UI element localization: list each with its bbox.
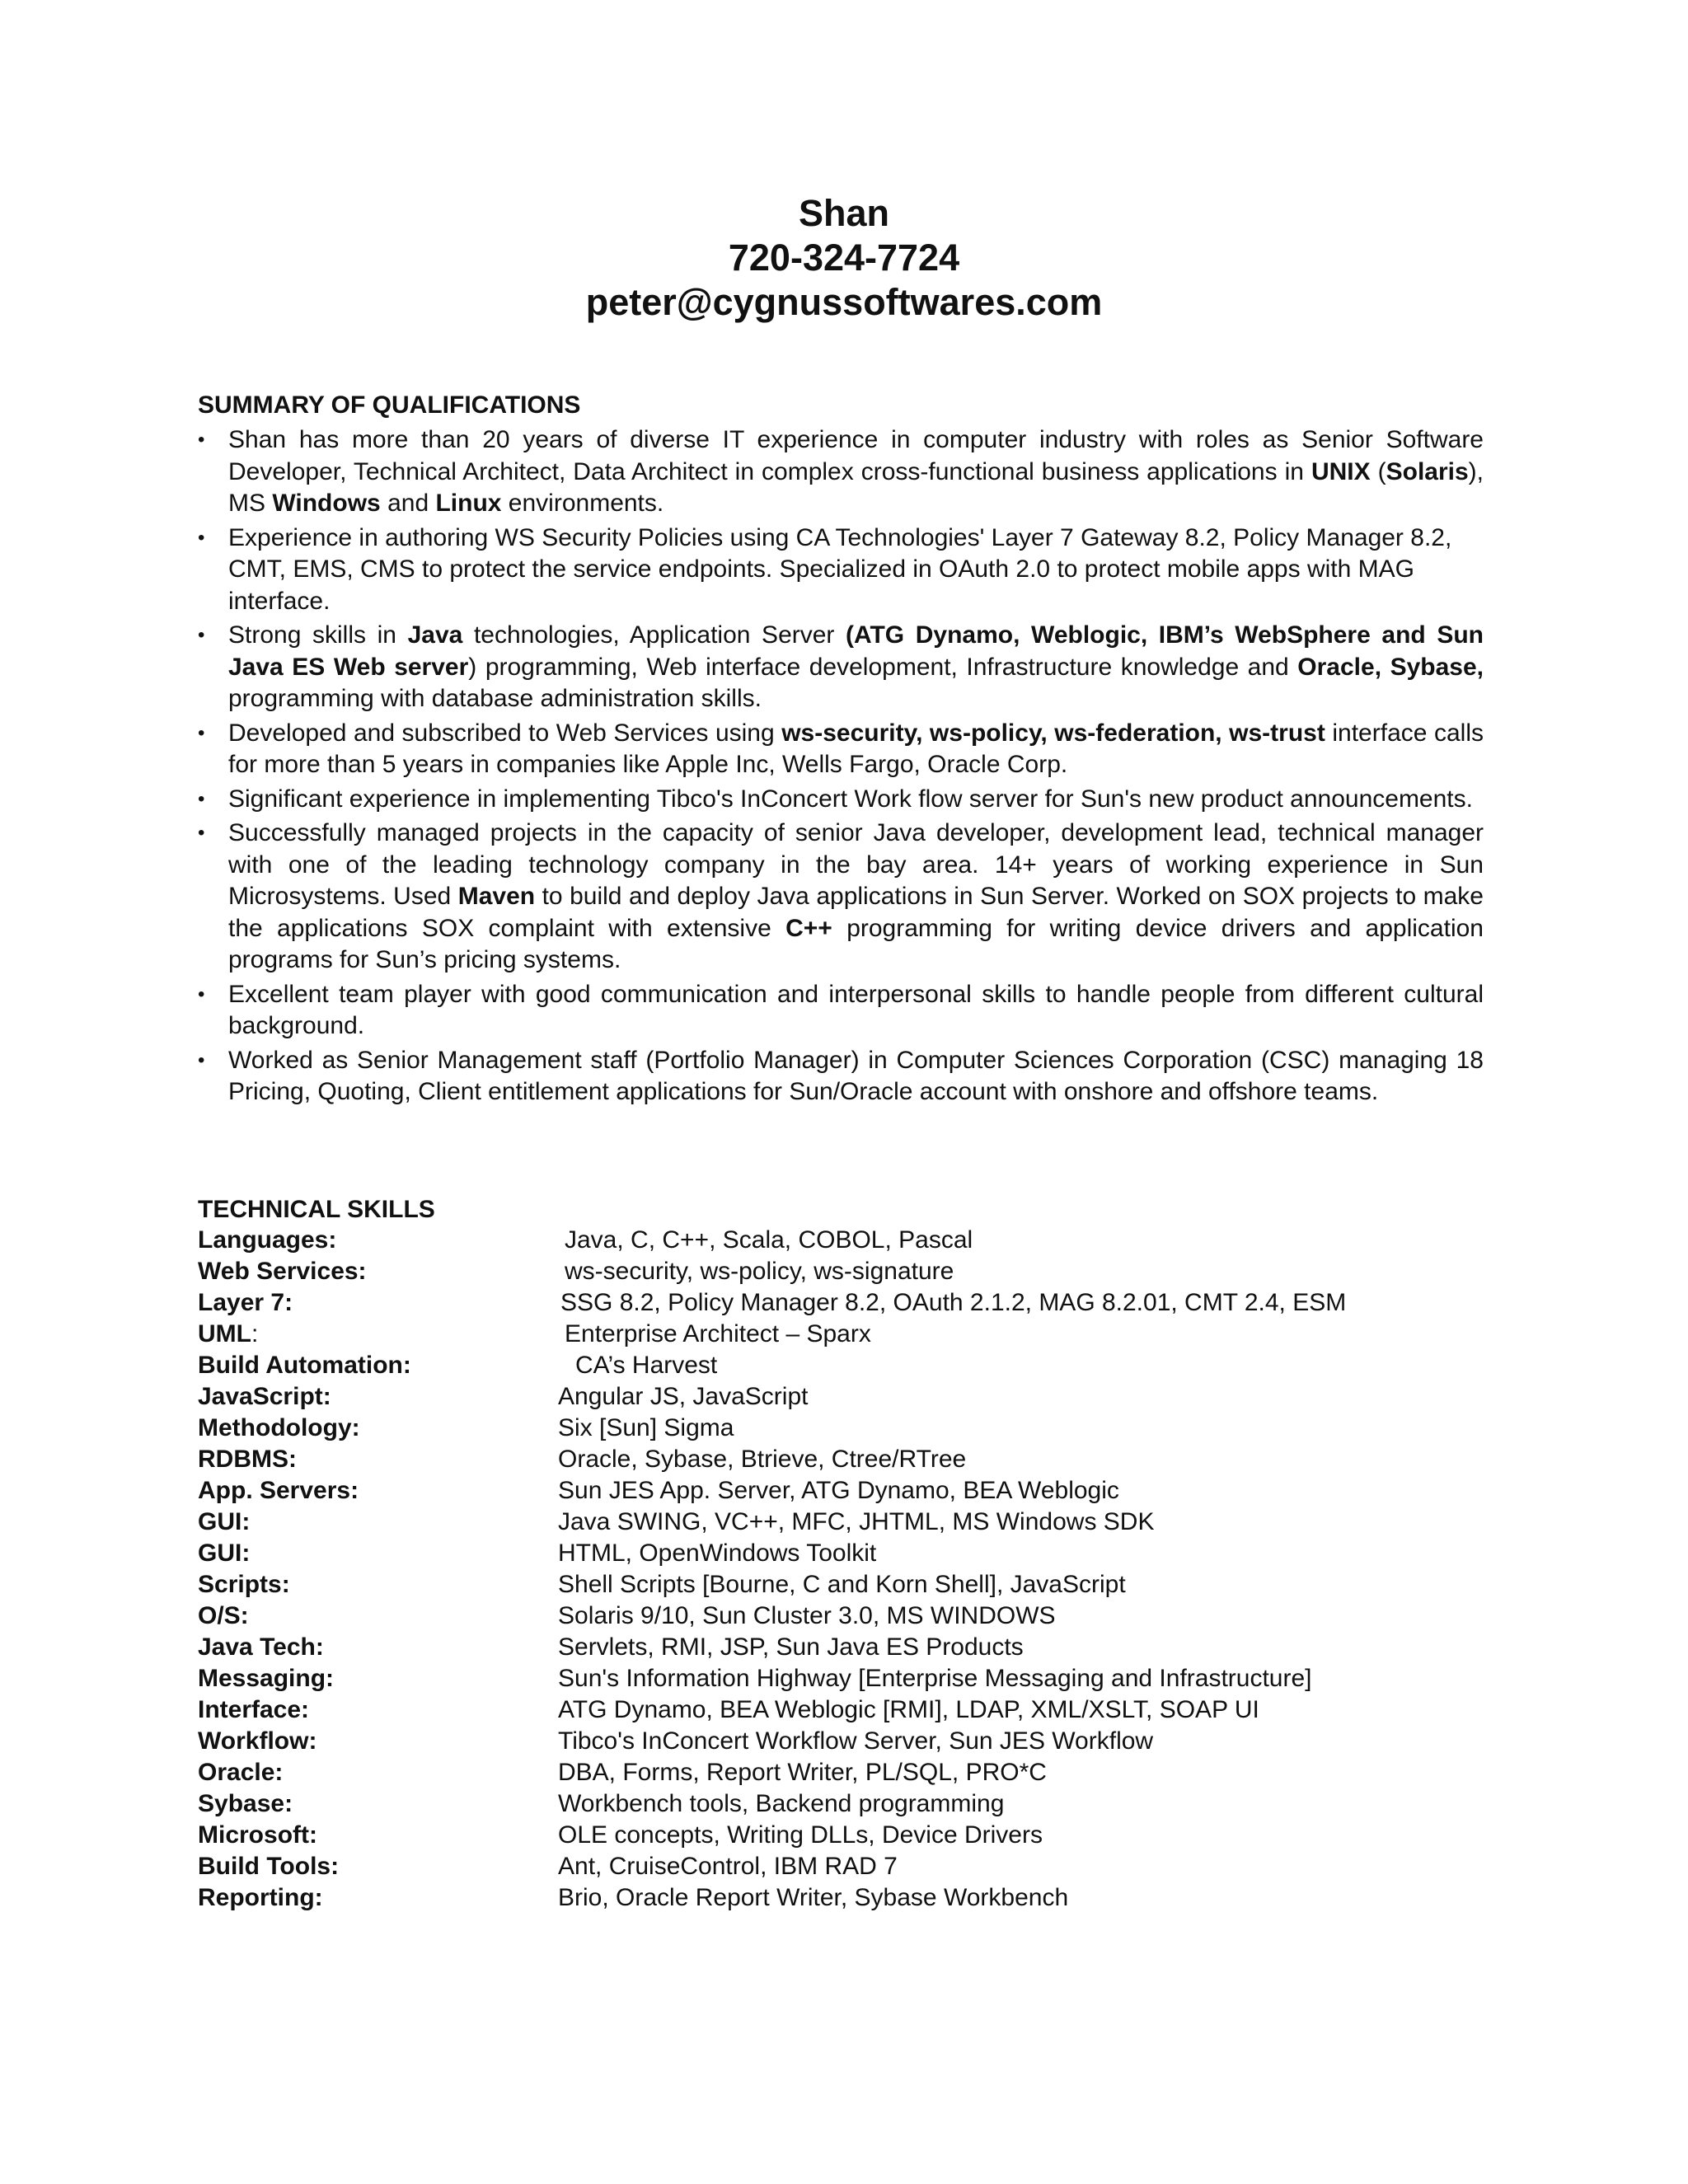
- skill-row: [198, 1381, 1484, 1413]
- skill-label: GUI:: [198, 1540, 251, 1567]
- skill-label: Build Tools:: [198, 1853, 340, 1880]
- summary-text: Strong skills in: [228, 621, 408, 649]
- skill-row: [198, 1538, 1484, 1569]
- skill-row: [198, 1256, 1484, 1287]
- bullet-icon: •: [198, 624, 205, 646]
- summary-text: Shan has more than 20 years of diverse IT experience in computer industry with roles as Senior Software Developer, Technical Architect, Data Architect in complex cross-functional business applications in: [228, 426, 1484, 485]
- skill-value: Six [Sun] Sigma: [558, 1414, 734, 1441]
- bullet-icon: •: [198, 787, 205, 810]
- skill-value: Sun JES App. Server, ATG Dynamo, BEA Weblogic: [558, 1477, 1119, 1504]
- skill-value: Angular JS, JavaScript: [558, 1383, 809, 1410]
- summary-item: [198, 1045, 1484, 1108]
- skill-label: Messaging:: [198, 1665, 335, 1692]
- skill-label: App. Servers:: [198, 1477, 359, 1504]
- skill-value: Tibco's InConcert Workflow Server, Sun JES Workflow: [558, 1727, 1154, 1755]
- skill-label: Methodology:: [198, 1414, 360, 1441]
- bullet-icon: •: [198, 822, 205, 844]
- bullet-icon: •: [198, 982, 205, 1005]
- skill-value: SSG 8.2, Policy Manager 8.2, OAuth 2.1.2, MAG 8.2.01, CMT 2.4, ESM: [560, 1289, 1347, 1316]
- summary-text: Significant experience in implementing Tibco's InConcert Work flow server for Sun's new product announcements.: [228, 785, 1473, 813]
- skill-label: Web Services:: [198, 1258, 367, 1285]
- skill-value: Ant, CruiseControl, IBM RAD 7: [558, 1853, 898, 1880]
- skill-label: Build Automation:: [198, 1352, 411, 1379]
- summary-item: [198, 818, 1484, 977]
- summary-item: [198, 979, 1484, 1043]
- skill-value: OLE concepts, Writing DLLs, Device Drivers: [558, 1821, 1043, 1849]
- summary-text: (: [1370, 457, 1386, 485]
- skill-row: [198, 1601, 1484, 1632]
- summary-text: ) programming, Web interface development, Infrastructure knowledge and: [468, 653, 1298, 681]
- summary-emphasis: Java: [407, 621, 463, 649]
- skill-value: Java SWING, VC++, MFC, JHTML, MS Windows SDK: [558, 1508, 1155, 1535]
- skill-row: [198, 1726, 1484, 1757]
- bullet-icon: •: [198, 721, 205, 744]
- summary-emphasis: Windows: [272, 490, 381, 517]
- skill-row: [198, 1851, 1484, 1882]
- candidate-name: Shan: [798, 192, 890, 234]
- skill-value: DBA, Forms, Report Writer, PL/SQL, PRO*C: [558, 1759, 1047, 1786]
- summary-item: [198, 718, 1484, 781]
- skill-label: Oracle:: [198, 1759, 284, 1786]
- skill-label-text: UML: [198, 1320, 251, 1347]
- skill-label: Interface:: [198, 1696, 310, 1723]
- skill-value: Brio, Oracle Report Writer, Sybase Workbench: [558, 1884, 1069, 1911]
- skill-row: [198, 1319, 1484, 1350]
- summary-emphasis: UNIX: [1311, 457, 1371, 485]
- summary-text: Experience in authoring WS Security Policies using CA Technologies' Layer 7 Gateway 8.2, Policy Manager 8.2, CMT, EMS, CMS to protect the service endpoints. Specialized in OAuth 2.0 to protect mobile apps with MAG interface.: [228, 523, 1452, 615]
- summary-list: [198, 424, 1484, 1111]
- summary-heading: SUMMARY OF QUALIFICATIONS: [198, 391, 581, 419]
- skill-label: Scripts:: [198, 1571, 290, 1598]
- summary-item: [198, 784, 1484, 816]
- skill-label: Java Tech:: [198, 1633, 324, 1661]
- skill-row: [198, 1350, 1484, 1381]
- summary-text: Worked as Senior Management staff (Portfolio Manager) in Computer Sciences Corporation (CSC) managing 18 Pricing, Quoting, Client entitlement applications for Sun/Oracle account with onshore and offshore teams.: [228, 1046, 1484, 1105]
- skill-row: [198, 1475, 1484, 1507]
- summary-emphasis: Linux: [435, 490, 502, 517]
- skill-label: [198, 1319, 258, 1350]
- summary-text: programming for writing device drivers and application programs for Sun’s pricing systems.: [228, 914, 1484, 973]
- skill-row: [198, 1882, 1484, 1914]
- skill-label: Workflow:: [198, 1727, 317, 1755]
- skill-value: Enterprise Architect – Sparx: [565, 1320, 871, 1347]
- skill-label: GUI:: [198, 1508, 251, 1535]
- skill-label-colon: :: [251, 1320, 259, 1347]
- skill-label: Microsoft:: [198, 1821, 317, 1849]
- summary-text: ), MS: [228, 457, 1484, 517]
- skill-row: [198, 1569, 1484, 1601]
- bullet-icon: •: [198, 429, 205, 451]
- summary-text: Developed and subscribed to Web Services using: [228, 719, 782, 747]
- summary-item: [198, 523, 1484, 618]
- skills-table: [198, 1225, 1484, 1914]
- skill-value: HTML, OpenWindows Toolkit: [558, 1540, 877, 1567]
- skill-value: Oracle, Sybase, Btrieve, Ctree/RTree: [558, 1446, 967, 1473]
- skill-value: Workbench tools, Backend programming: [558, 1790, 1005, 1817]
- summary-item: [198, 424, 1484, 520]
- skill-value: ATG Dynamo, BEA Weblogic [RMI], LDAP, XML/XSLT, SOAP UI: [558, 1696, 1259, 1723]
- summary-text: environments.: [501, 490, 664, 517]
- summary-text: technologies, Application Server: [462, 621, 846, 649]
- skill-value: Sun's Information Highway [Enterprise Messaging and Infrastructure]: [558, 1665, 1312, 1692]
- technical-skills-heading: TECHNICAL SKILLS: [198, 1196, 435, 1223]
- skill-value: Servlets, RMI, JSP, Sun Java ES Products: [558, 1633, 1024, 1661]
- skill-label: JavaScript:: [198, 1383, 331, 1410]
- skill-value: ws-security, ws-policy, ws-signature: [565, 1258, 954, 1285]
- skill-value: Java, C, C++, Scala, COBOL, Pascal: [565, 1226, 973, 1254]
- candidate-email: peter@cygnussoftwares.com: [585, 281, 1103, 323]
- candidate-phone: 720-324-7724: [728, 237, 960, 279]
- summary-text: Excellent team player with good communication and interpersonal skills to handle people from different cultural background.: [228, 980, 1484, 1039]
- bullet-icon: •: [198, 1048, 205, 1071]
- skill-label: Languages:: [198, 1226, 337, 1254]
- skill-row: [198, 1820, 1484, 1851]
- skill-row: [198, 1507, 1484, 1538]
- skill-label: Sybase:: [198, 1790, 293, 1817]
- skill-row: [198, 1444, 1484, 1475]
- summary-emphasis: Maven: [457, 883, 536, 910]
- summary-text: and: [380, 490, 436, 517]
- skill-label: O/S:: [198, 1602, 249, 1629]
- skill-row: [198, 1632, 1484, 1663]
- skill-row: [198, 1287, 1484, 1319]
- skill-value: CA’s Harvest: [575, 1352, 718, 1379]
- skill-value: Shell Scripts [Bourne, C and Korn Shell], JavaScript: [558, 1571, 1126, 1598]
- summary-emphasis: (ATG Dynamo, Weblogic, IBM’s WebSphere and Sun Java ES Web server: [228, 621, 1484, 681]
- skill-label: Reporting:: [198, 1884, 323, 1911]
- skill-row: [198, 1413, 1484, 1444]
- summary-item: [198, 620, 1484, 715]
- resume-header: [0, 191, 1688, 325]
- skill-label: Layer 7:: [198, 1289, 293, 1316]
- skill-row: [198, 1694, 1484, 1726]
- skill-label: RDBMS:: [198, 1446, 297, 1473]
- summary-text: Successfully managed projects in the capacity of senior Java developer, development lead, technical manager with one of the leading technology company in the bay area. 14+ years of working experience in Sun Microsystems. Used: [228, 819, 1484, 910]
- summary-emphasis: ws-security, ws-policy, ws-federation, ws-trust: [781, 719, 1325, 747]
- bullet-icon: •: [198, 526, 205, 549]
- summary-emphasis: Oracle, Sybase,: [1297, 653, 1484, 681]
- skill-row: [198, 1225, 1484, 1256]
- skill-row: [198, 1757, 1484, 1788]
- summary-text: to build and deploy Java applications in Sun Server. Worked on SOX projects to make the applications SOX complaint with extensive: [228, 883, 1484, 942]
- summary-text: programming with database administration skills.: [228, 685, 762, 712]
- summary-text: interface calls for more than 5 years in companies like Apple Inc, Wells Fargo, Oracle Corp.: [228, 719, 1484, 778]
- skill-value: Solaris 9/10, Sun Cluster 3.0, MS WINDOWS: [558, 1602, 1056, 1629]
- summary-emphasis: C++: [785, 914, 832, 942]
- summary-emphasis: Solaris: [1386, 457, 1469, 485]
- skill-row: [198, 1663, 1484, 1694]
- skill-row: [198, 1788, 1484, 1820]
